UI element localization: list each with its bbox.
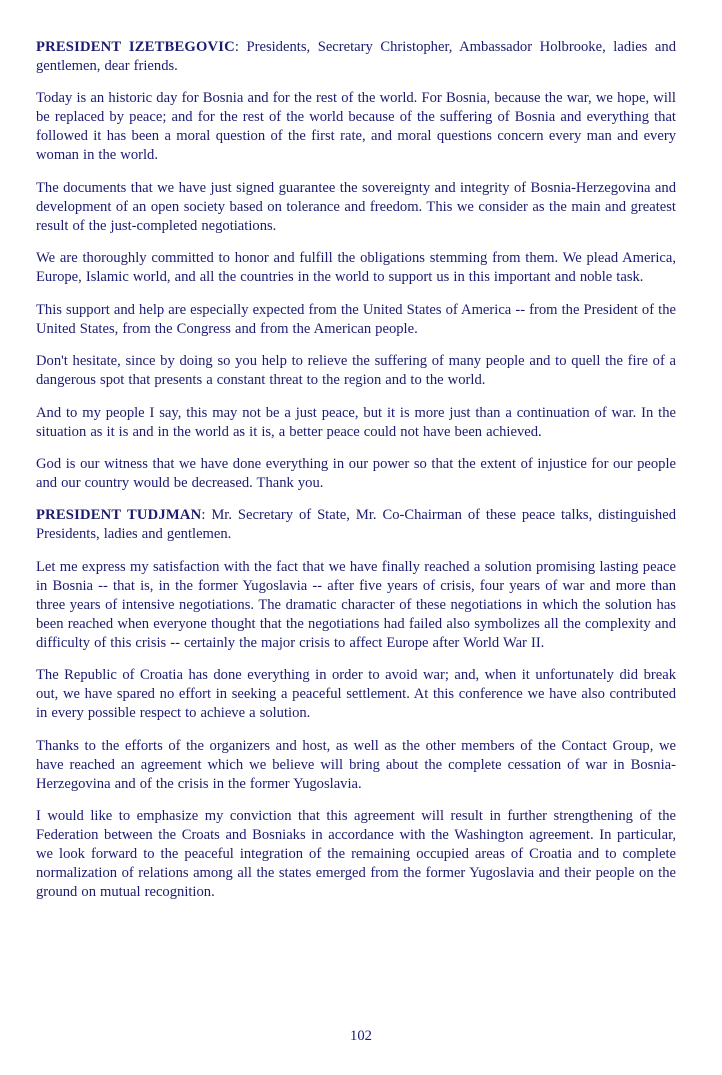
paragraph-support-expected bbox=[36, 301, 676, 339]
paragraph-text: The documents that we have just signed guarantee the sovereignty and integrity of Bosnia-Herzegovina and development of an open society based on tolerance and freedom. This we consider as the main and greatest result of the just-completed negotiations. bbox=[36, 179, 676, 234]
paragraph-republic-of-croatia bbox=[36, 666, 676, 723]
paragraph-federation-strengthening bbox=[36, 807, 676, 902]
paragraph-text: Don't hesitate, since by doing so you help to relieve the suffering of many people and to quell the fire of a dangerous spot that presents a constant threat to the region and to the world. bbox=[36, 353, 676, 389]
paragraph-god-is-witness bbox=[36, 455, 676, 493]
paragraph-tudjman-greeting bbox=[36, 506, 676, 544]
paragraph-text: This support and help are especially expected from the United States of America -- from the President of the United States, from the Congress and from the American people. bbox=[36, 301, 676, 337]
paragraph-just-peace bbox=[36, 404, 676, 442]
paragraph-dont-hesitate bbox=[36, 352, 676, 390]
paragraph-text: Today is an historic day for Bosnia and for the rest of the world. For Bosnia, because the war, we hope, will be replaced by peace; and for the rest of the world because of the suffering of Bosnia and everything that followed it has been a moral question of the first rate, and moral questions concern every man and every woman in the world. bbox=[36, 90, 676, 164]
page-number: 102 bbox=[350, 1028, 372, 1044]
paragraph-text: God is our witness that we have done everything in our power so that the extent of injustice for our people and our country would be decreased. Thank you. bbox=[36, 455, 676, 491]
paragraph-text: And to my people I say, this may not be a just peace, but it is more just than a continuation of war. In the situation as it is and in the world as it is, a better peace could not have been achieved. bbox=[36, 404, 676, 440]
paragraph-text: Presidents, Secretary Christopher, Ambassador Holbrooke, ladies and gentlemen, dear friends. bbox=[36, 39, 676, 74]
paragraph-satisfaction-solution bbox=[36, 558, 676, 653]
paragraph-izetbegovic-greeting bbox=[36, 38, 676, 76]
paragraph-text: Let me express my satisfaction with the fact that we have finally reached a solution promising lasting peace in Bosnia -- that is, in the former Yugoslavia -- after five years of crisis, four years of war and more than three years of intensive negotiations. The dramatic character of these negotiations in which the solution has been reached when everyone thought that the negotiations had failed also symbolizes all the complexity and difficulty of this crisis -- certainly the major crisis to affect Europe after World War II. bbox=[36, 558, 676, 651]
paragraph-documents-signed bbox=[36, 179, 676, 236]
document-body bbox=[36, 38, 676, 902]
paragraph-text: The Republic of Croatia has done everything in order to avoid war; and, when it unfortunately did break out, we have spared no effort in seeking a peaceful settlement. At this conference we have also contributed in every possible respect to achieve a solution. bbox=[36, 667, 676, 722]
paragraph-text: We are thoroughly committed to honor and fulfill the obligations stemming from them. We plead America, Europe, Islamic world, and all the countries in the world to support us in this important and noble task. bbox=[36, 250, 676, 286]
speaker-separator: : bbox=[201, 507, 206, 524]
paragraph-text: Thanks to the efforts of the organizers and host, as well as the other members of the Contact Group, we have reached an agreement which we believe will bring about the complete cessation of war in Bosnia-Herzegovina and of the crisis in the former Yugoslavia. bbox=[36, 737, 676, 792]
paragraph-text: Mr. Secretary of State, Mr. Co-Chairman of these peace talks, distinguished Presidents, ladies and gentlemen. bbox=[36, 507, 676, 543]
paragraph-historic-day bbox=[36, 89, 676, 165]
speaker-separator: : bbox=[234, 39, 239, 55]
paragraph-thanks-organizers bbox=[36, 737, 676, 794]
speaker-label-izetbegovic: PRESIDENT IZETBEGOVIC bbox=[36, 39, 235, 55]
speaker-label-tudjman: PRESIDENT TUDJMAN bbox=[36, 507, 202, 524]
paragraph-committed-obligations bbox=[36, 249, 676, 287]
paragraph-text: I would like to emphasize my conviction that this agreement will result in further strengthening of the Federation between the Croats and Bosniaks in accordance with the Washington agreement. In particular, we look forward to the peaceful integration of the remaining occupied areas of Croatia and to complete normalization of relations among all the states emerged from the former Yugoslavia and their people on the ground on mutual recognition. bbox=[36, 808, 676, 900]
